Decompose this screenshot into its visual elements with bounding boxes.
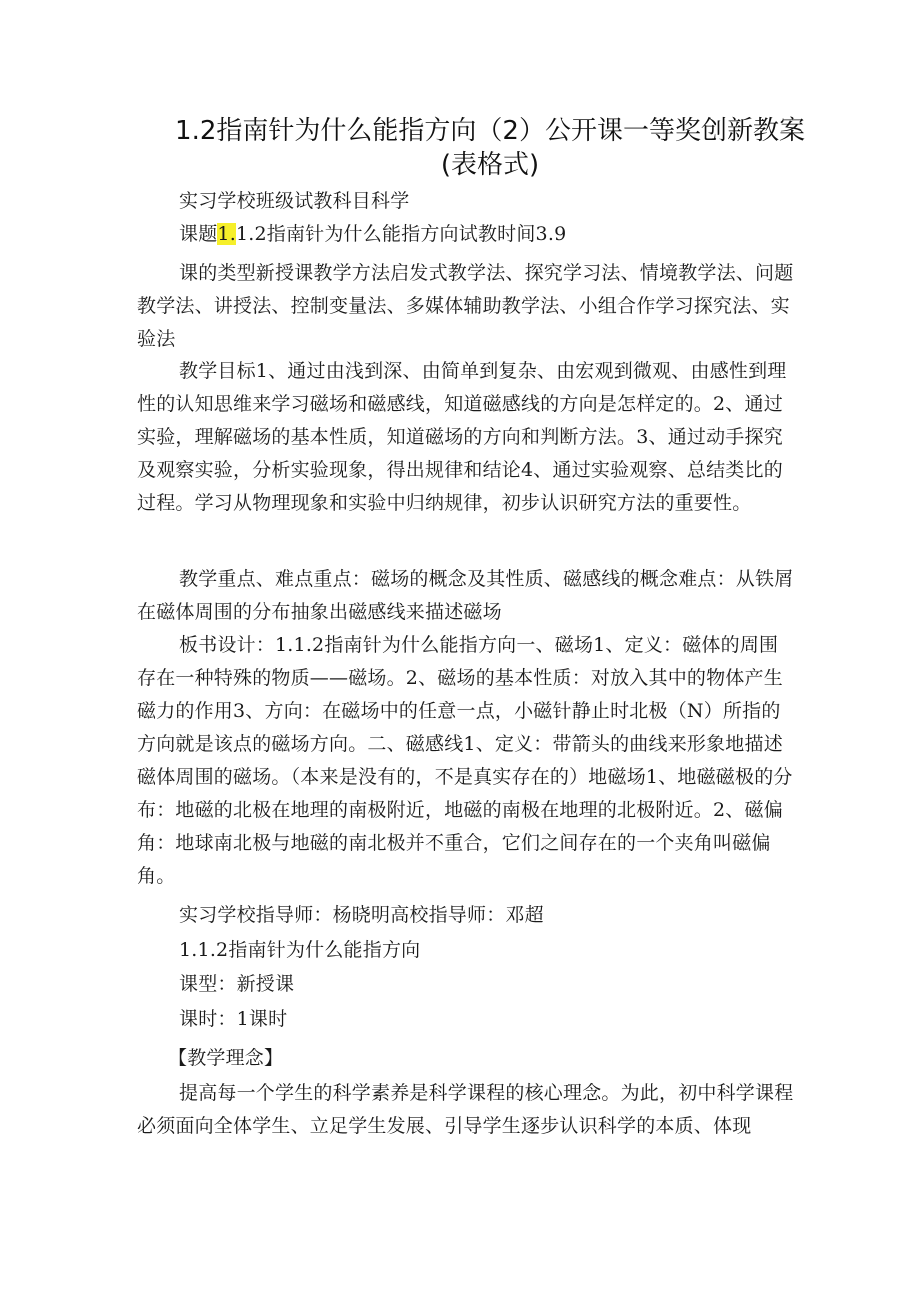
- concept-heading: 【教学理念】: [168, 1047, 284, 1069]
- teaching-goals-paragraph: 教学目标1、通过由浅到深、由简单到复杂、由宏观到微观、由感性到理性的认知思维来学习磁场和磁感线，知道磁感线的方向是怎样定的。2、通过实验，理解磁场的基本性质，知道磁场的方向和判断方法。3、通过动手探究及观察实验，分析实验现象，得出规律和结论4、通过实验观察、总结类比的过程。学习从物理现象和实验中归纳规律，初步认识研究方法的重要性。: [137, 360, 787, 514]
- topic-rest: 1.2指南针为什么能指方向试教时间3.9: [235, 223, 567, 245]
- lesson-title-line: 1.1.2指南针为什么能指方向: [179, 939, 421, 961]
- document-title: 1.2指南针为什么能指方向（2）公开课一等奖创新教案: [175, 116, 805, 146]
- class-hours-line: 课时：1课时: [179, 1008, 288, 1030]
- document-subtitle: (表格式): [440, 150, 540, 180]
- topic-prefix: 课题: [179, 223, 218, 245]
- key-points-paragraph: 教学重点、难点重点：磁场的概念及其性质、磁感线的概念难点：从铁屑在磁体周围的分布抽象出磁感线来描述磁场: [137, 568, 794, 623]
- lesson-type-paragraph: 课的类型新授课教学方法启发式教学法、探究学习法、情境教学法、问题教学法、讲授法、控制变量法、多媒体辅助教学法、小组合作学习探究法、实验法: [137, 262, 794, 350]
- topic-line: [179, 218, 566, 251]
- school-line: 实习学校班级试教科目科学: [179, 190, 410, 212]
- class-type-line: 课型：新授课: [179, 973, 295, 995]
- topic-highlight: 1.: [217, 223, 236, 245]
- board-design-paragraph: 板书设计：1.1.2指南针为什么能指方向一、磁场1、定义：磁体的周围存在一种特殊的物质——磁场。2、磁场的基本性质：对放入其中的物体产生磁力的作用3、方向：在磁场中的任意一点，小磁针静止时北极（N）所指的方向就是该点的磁场方向。二、磁感线1、定义：带箭头的曲线来形象地描述磁体周围的磁场。（本来是没有的，不是真实存在的）地磁场1、地磁磁极的分布：地磁的北极在地理的南极附近，地磁的南极在地理的北极附近。2、磁偏角：地球南北极与地磁的南北极并不重合，它们之间存在的一个夹角叫磁偏角。: [137, 634, 793, 887]
- mentors-line: 实习学校指导师：杨晓明高校指导师：邓超: [179, 904, 544, 926]
- concept-paragraph: 提高每一个学生的科学素养是科学课程的核心理念。为此，初中科学课程必须面向全体学生、立足学生发展、引导学生逐步认识科学的本质、体现: [137, 1082, 794, 1137]
